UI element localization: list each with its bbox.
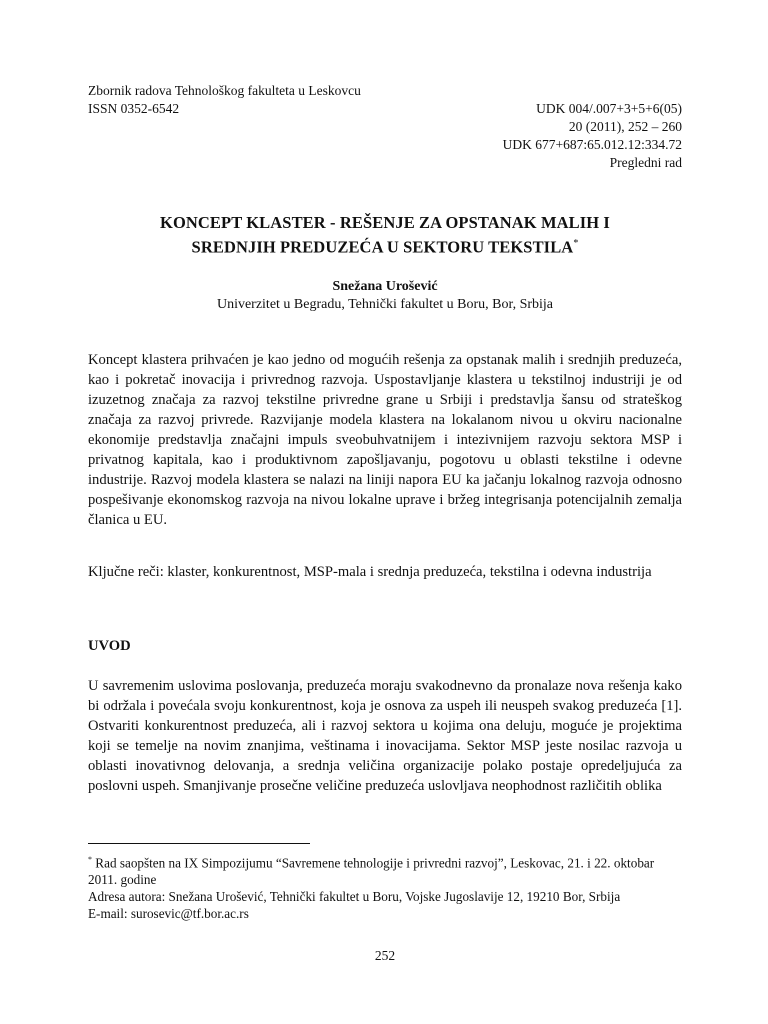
footnote-divider (88, 843, 310, 844)
title-line-2-wrap (88, 233, 682, 258)
footnote-mark: * (88, 855, 92, 864)
author-name: Snežana Urošević (332, 279, 438, 294)
page-number: 252 (374, 948, 396, 963)
author-block (88, 278, 682, 314)
section-body: U savremenim uslovima poslovanja, preduzeća moraju svakodnevno da pronalaze nova rešenja kako bi održala i povećala svoju konkurentnost, koja je osnova za uspeh ili neuspeh svakog preduzeća [1]. Ostvariti konkurentnost preduzeća, ali i razvoj sektora u kojima ona deluju, moguće je projektima koji se temelje na novim znanjima, veštinama i inovacijama. Sektor MSP jeste nosilac razvoja u oblasti inovativnog delovanja, a srednja veličina organizacije polako postaje opredeljujuća za poslovni uspeh. Smanjivanje prosečne veličine preduzeća uslovljava neophodnost različitih oblika (88, 678, 682, 794)
issn-udk-row (88, 100, 682, 118)
footnote-conference: Rad saopšten na IX Simpozijumu “Savremene tehnologije i privredni razvoj”, Leskovac, 21. i 22. oktobar 2011. godine (88, 855, 655, 888)
title-line-2: SREDNJIH PREDUZEĆA U SEKTORU TEKSTILA (191, 237, 574, 257)
journal-name: Zbornik radova Tehnološkog fakulteta u Leskovcu (88, 83, 361, 98)
paper-title (88, 212, 682, 258)
footnotes (88, 851, 682, 922)
article-type: Pregledni rad (609, 155, 682, 170)
footnote-address: Adresa autora: Snežana Urošević, Tehnički fakultet u Boru, Vojske Jugoslavije 12, 19210 Bor, Srbija (88, 889, 621, 905)
journal-header (88, 82, 682, 172)
abstract: Koncept klastera prihvaćen je kao jedno od mogućih rešenja za opstanak malih i srednjih preduzeća, kao i pokretač inovacija i privrednog razvoja. Uspostavljanje klastera u tekstilnoj industriji je od izuzetnog značaja za razvoj tekstilne privredne grane u Srbiji i predstavlja šansu od strateškog značaja za razvoj privrede. Razvijanje modela klastera na lokalanom nivou u okviru nacionalne ekonomije predstavlja značajni impuls sveobuhvatnijem i intezivnijem razvoju sektora MSP i privatnog kapitala, kao i produktivnom zapošljavanju, pogotovu u oblasti tekstilne i odevne industrije. Razvoj modela klastera se nalazi na liniji napora EU ka jačanju lokalnog razvoja odnosno pospešivanje ekonomskog razvoja na nivou lokalne uprave i bržeg integrisanja potencijalnih zemalja članica u EU. (88, 352, 682, 528)
author-affiliation: Univerzitet u Begradu, Tehnički fakultet u Boru, Bor, Srbija (216, 297, 554, 312)
paper-page (88, 0, 682, 1024)
issn: ISSN 0352-6542 (88, 101, 180, 116)
title-line-1: KONCEPT KLASTER - REŠENJE ZA OPSTANAK MALIH I (160, 213, 610, 232)
udk-secondary: UDK 677+687:65.012.12:334.72 (502, 137, 682, 152)
footnote-1-wrap (88, 851, 682, 888)
keywords: Ključne reči: klaster, konkurentnost, MSP-mala i srednja preduzeća, tekstilna i odevna industrija (88, 564, 652, 580)
udk-primary: UDK 004/.007+3+5+6(05) (536, 101, 682, 116)
footnote-email: E-mail: surosevic@tf.bor.ac.rs (88, 906, 249, 922)
title-footnote-mark: * (573, 238, 579, 249)
volume-pages: 20 (2011), 252 – 260 (568, 119, 682, 134)
section-heading: UVOD (88, 638, 131, 654)
